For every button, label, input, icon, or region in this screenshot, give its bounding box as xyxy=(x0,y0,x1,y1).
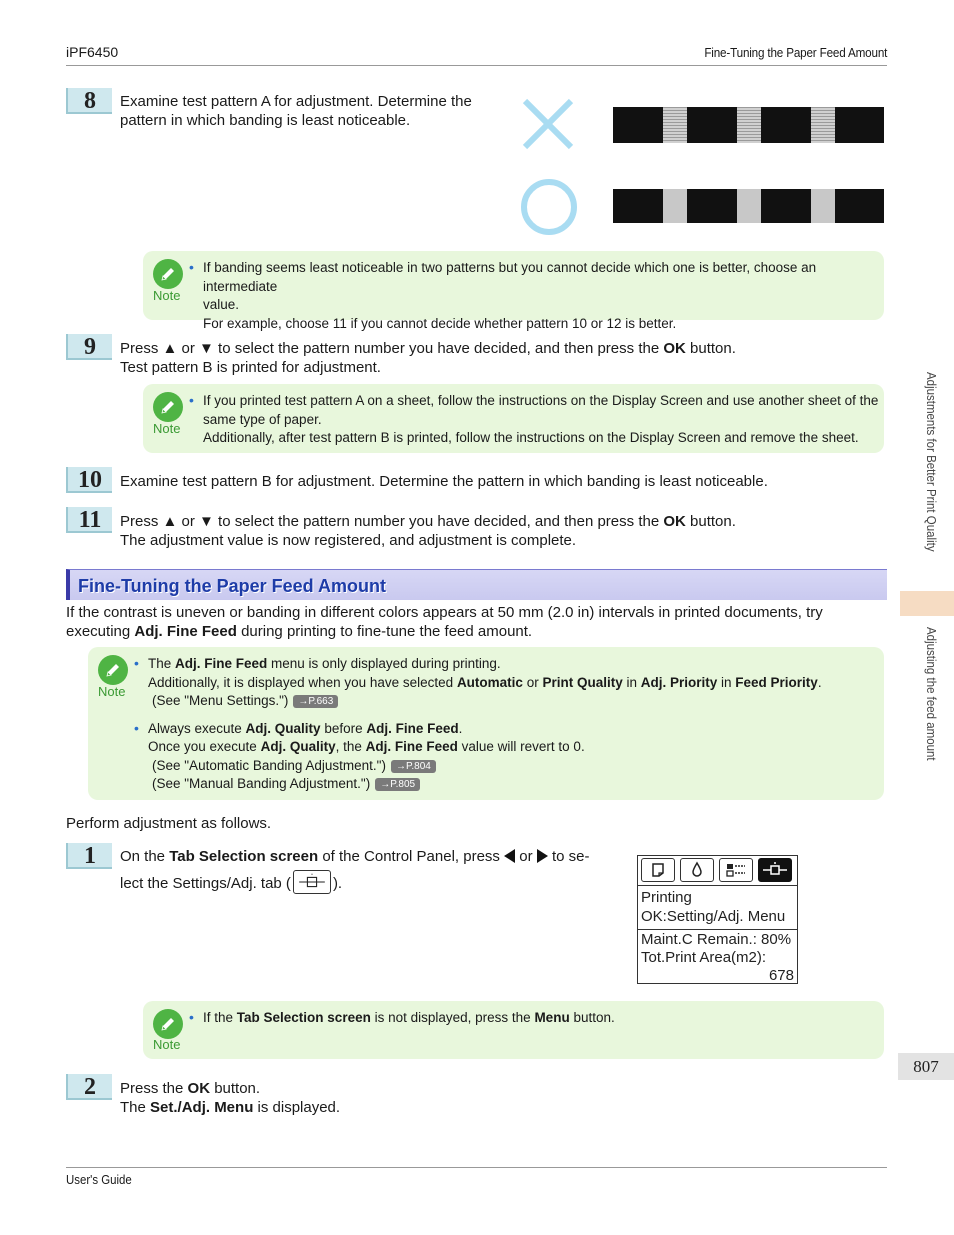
paper-tab-icon[interactable] xyxy=(641,858,675,882)
note-label: Note xyxy=(153,288,181,303)
ink-tab-icon[interactable] xyxy=(680,858,714,882)
header-rule xyxy=(66,65,887,66)
step-10-text: Examine test pattern B for adjustment. Determine the pattern in which banding is least noticeable. xyxy=(120,473,768,490)
header-model: iPF6450 xyxy=(66,44,119,60)
step-number-10: 10 xyxy=(66,467,112,493)
note-pencil-icon xyxy=(153,1009,183,1039)
page-ref-link-805[interactable]: →P.805 xyxy=(375,778,420,791)
lcd-status-line: Printing xyxy=(641,889,692,906)
job-tab-icon[interactable] xyxy=(719,858,753,882)
note-label: Note xyxy=(153,421,181,436)
note-1-text: • If banding seems least noticeable in two patterns but you cannot decide which one is better, choose an intermediate value. For example, choose 11 if you cannot decide whether pattern 10 or 12 is better. xyxy=(189,259,884,333)
step-number-1: 1 xyxy=(66,843,112,869)
settings-adj-tab-icon xyxy=(293,870,331,894)
note-pencil-icon xyxy=(98,655,128,685)
page-ref-link-663[interactable]: →P.663 xyxy=(293,695,338,708)
note-box-1 xyxy=(143,251,884,331)
banding-pattern-bad xyxy=(613,107,884,143)
note-3-text: • The Adj. Fine Feed menu is only displayed during printing. Additionally, it is displayed when you have selected Automatic or Print Quality in Adj. Priority in Feed Priority. (See "Menu Settings.") →P.663 • Always execute Adj. Quality before Adj. Fine Feed. Once you execute Adj. Quality, the Adj. Fine Feed value will revert to 0. (See "Automatic Banding Adjustment.") →P.804 (See "Manual Banding Adjustment.") →P.805 xyxy=(134,655,822,794)
note-pencil-icon xyxy=(153,392,183,422)
note-label: Note xyxy=(153,1037,181,1052)
footer-guide: User's Guide xyxy=(66,1172,132,1187)
cross-mark-icon xyxy=(525,101,571,147)
step-1-text: On the Tab Selection screen of the Control Panel, press or to se- lect the Settings/Adj. tab ( ). xyxy=(120,848,590,892)
step-9-text: Press ▲ or ▼ to select the pattern number you have decided, and then press the OK button. Test pattern B is printed for adjustment. xyxy=(120,340,736,376)
lcd-hint-line: OK:Setting/Adj. Menu xyxy=(641,908,786,925)
test-pattern-figure xyxy=(515,95,890,240)
lcd-maint-line: Maint.C Remain.: 80% xyxy=(641,931,792,948)
perform-text: Perform adjustment as follows. xyxy=(66,815,272,832)
note-label: Note xyxy=(98,684,126,699)
lcd-area-label: Tot.Print Area(m2): xyxy=(641,949,767,966)
settings-adj-tab-selected[interactable] xyxy=(758,858,792,882)
note-pencil-icon xyxy=(153,259,183,289)
section-intro: If the contrast is uneven or banding in different colors appears at 50 mm (2.0 in) intervals in printed documents, try executing Adj. Fine Feed during printing to fine-tune the feed amount. xyxy=(66,604,823,640)
banding-pattern-good xyxy=(613,189,884,223)
circle-mark-icon xyxy=(524,182,574,232)
note-box-4 xyxy=(143,1001,884,1059)
left-arrow-icon xyxy=(504,849,515,863)
right-arrow-icon xyxy=(537,849,548,863)
note-4-text: • If the Tab Selection screen is not displayed, press the Menu button. xyxy=(189,1009,615,1028)
step-number-8: 8 xyxy=(66,88,112,114)
side-chapter-link[interactable]: Adjustments for Better Print Quality xyxy=(924,372,938,552)
page-number: 807 xyxy=(898,1053,954,1080)
note-box-2 xyxy=(143,384,884,453)
step-number-2: 2 xyxy=(66,1074,112,1100)
footer-rule xyxy=(66,1167,887,1168)
side-current-tab xyxy=(900,591,954,616)
note-2-text: • If you printed test pattern A on a sheet, follow the instructions on the Display Screen and use another sheet of the same type of paper. Additionally, after test pattern B is printed, follow the instructions on the Display Screen and remove the sheet. xyxy=(189,392,878,448)
step-number-9: 9 xyxy=(66,334,112,360)
lcd-tab-bar xyxy=(638,856,797,886)
side-subchapter-link[interactable]: Adjusting the feed amount xyxy=(924,627,938,761)
section-heading: Fine-Tuning the Paper Feed Amount xyxy=(66,569,887,600)
note-box-3 xyxy=(88,647,884,800)
control-panel-display xyxy=(637,855,798,984)
step-8-text: Examine test pattern A for adjustment. Determine the pattern in which banding is least noticeable. xyxy=(120,93,472,129)
page-ref-link-804[interactable]: →P.804 xyxy=(391,760,436,773)
lcd-area-value: 678 xyxy=(768,967,794,984)
step-number-11: 11 xyxy=(66,507,112,533)
step-2-text: Press the OK button. The Set./Adj. Menu is displayed. xyxy=(120,1080,341,1116)
header-section: Fine-Tuning the Paper Feed Amount xyxy=(704,45,887,60)
step-11-text: Press ▲ or ▼ to select the pattern number you have decided, and then press the OK button. The adjustment value is now registered, and adjustment is complete. xyxy=(120,513,736,549)
